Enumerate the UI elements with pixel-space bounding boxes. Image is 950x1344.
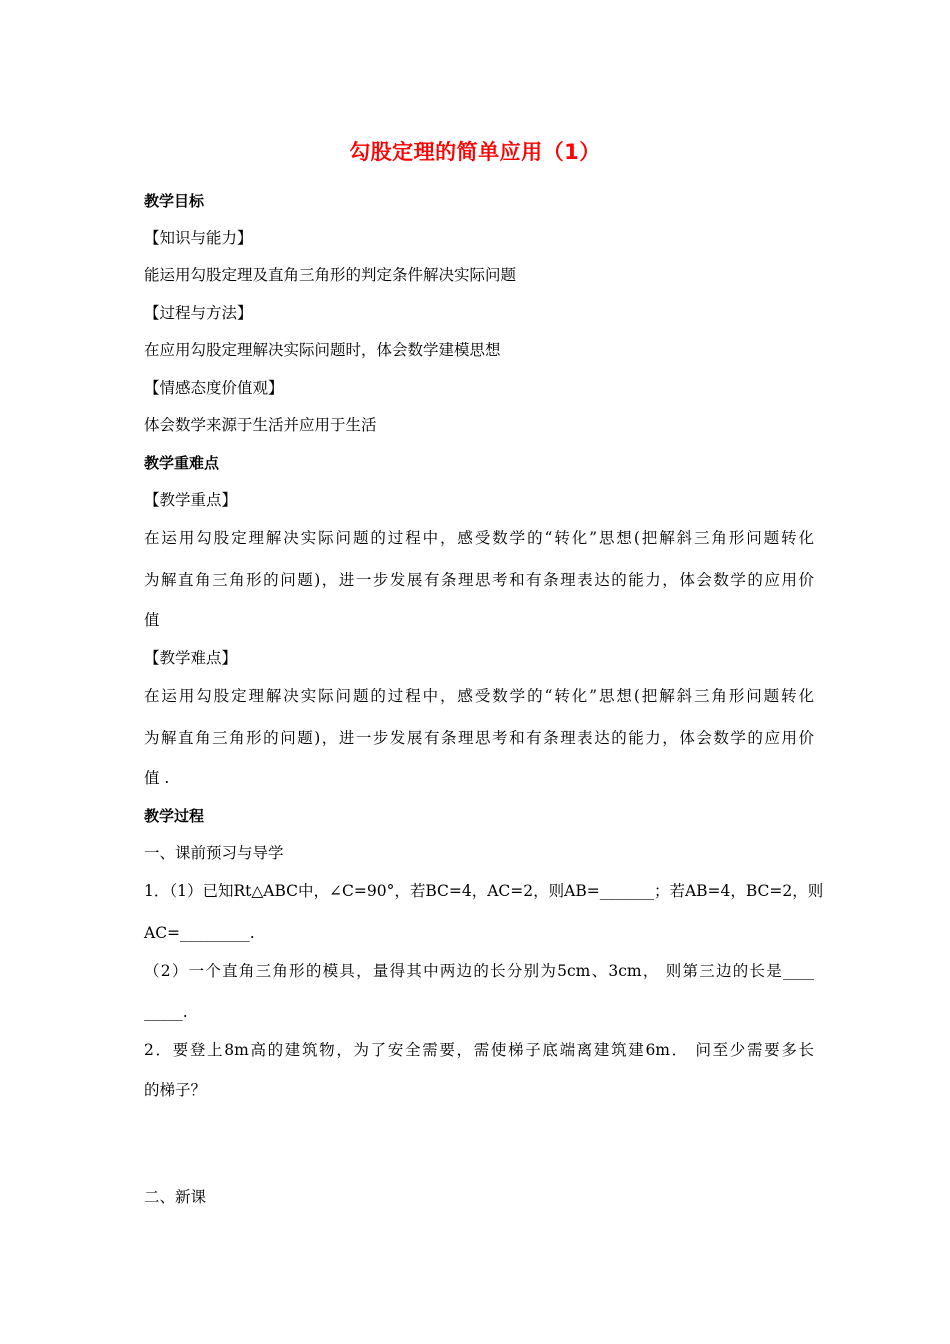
section-heading: 一、课前预习与导学 — [144, 844, 284, 862]
page-title: 勾股定理的简单应用（1） — [349, 140, 601, 164]
knowledge-label: 【知识与能力】 — [144, 229, 253, 247]
question-1-line: AC=_________. — [144, 924, 255, 942]
focus-line: 在运用勾股定理解决实际问题的过程中，感受数学的“转化”思想(把解斜三角形问题转化 — [144, 529, 814, 547]
objectives-heading: 教学目标 — [144, 192, 205, 210]
process-label: 【过程与方法】 — [144, 304, 253, 322]
focus-line: 为解直角三角形的问题)，进一步发展有条理思考和有条理表达的能力，体会数学的应用价 — [144, 571, 814, 589]
knowledge-text: 能运用勾股定理及直角三角形的判定条件解决实际问题 — [144, 266, 517, 284]
question-1-line: 1．（1）已知Rt△ABC中，∠C=90°，若BC=4，AC=2，则AB=_______；若AB=4，BC=2，则 — [144, 882, 824, 900]
attitude-text: 体会数学来源于生活并应用于生活 — [144, 416, 377, 434]
attitude-label: 【情感态度价值观】 — [144, 379, 284, 397]
focus-label: 【教学重点】 — [144, 491, 238, 509]
difficulty-label: 【教学难点】 — [144, 649, 238, 667]
focus-line: 值 — [144, 611, 160, 629]
question-1-part2-line: （2）一个直角三角形的模具，量得其中两边的长分别为5cm、3cm， 则第三边的长是____ — [144, 962, 814, 980]
difficulty-line: 在运用勾股定理解决实际问题的过程中，感受数学的“转化”思想(把解斜三角形问题转化 — [144, 687, 814, 705]
difficulty-line: 为解直角三角形的问题)，进一步发展有条理思考和有条理表达的能力，体会数学的应用价 — [144, 729, 814, 747]
difficulty-line: 值 . — [144, 769, 170, 787]
process-heading: 教学过程 — [144, 807, 205, 825]
process-text: 在应用勾股定理解决实际问题时，体会数学建模思想 — [144, 341, 501, 359]
question-2-line: 2．要登上8m高的建筑物，为了安全需要，需使梯子底端离建筑建6m． 问至少需要多长 — [144, 1041, 814, 1059]
question-1-part2-line: _____. — [144, 1003, 188, 1021]
section-heading: 二、新课 — [144, 1188, 207, 1206]
question-2-line: 的梯子？ — [144, 1081, 207, 1099]
key-points-heading: 教学重难点 — [144, 454, 220, 472]
